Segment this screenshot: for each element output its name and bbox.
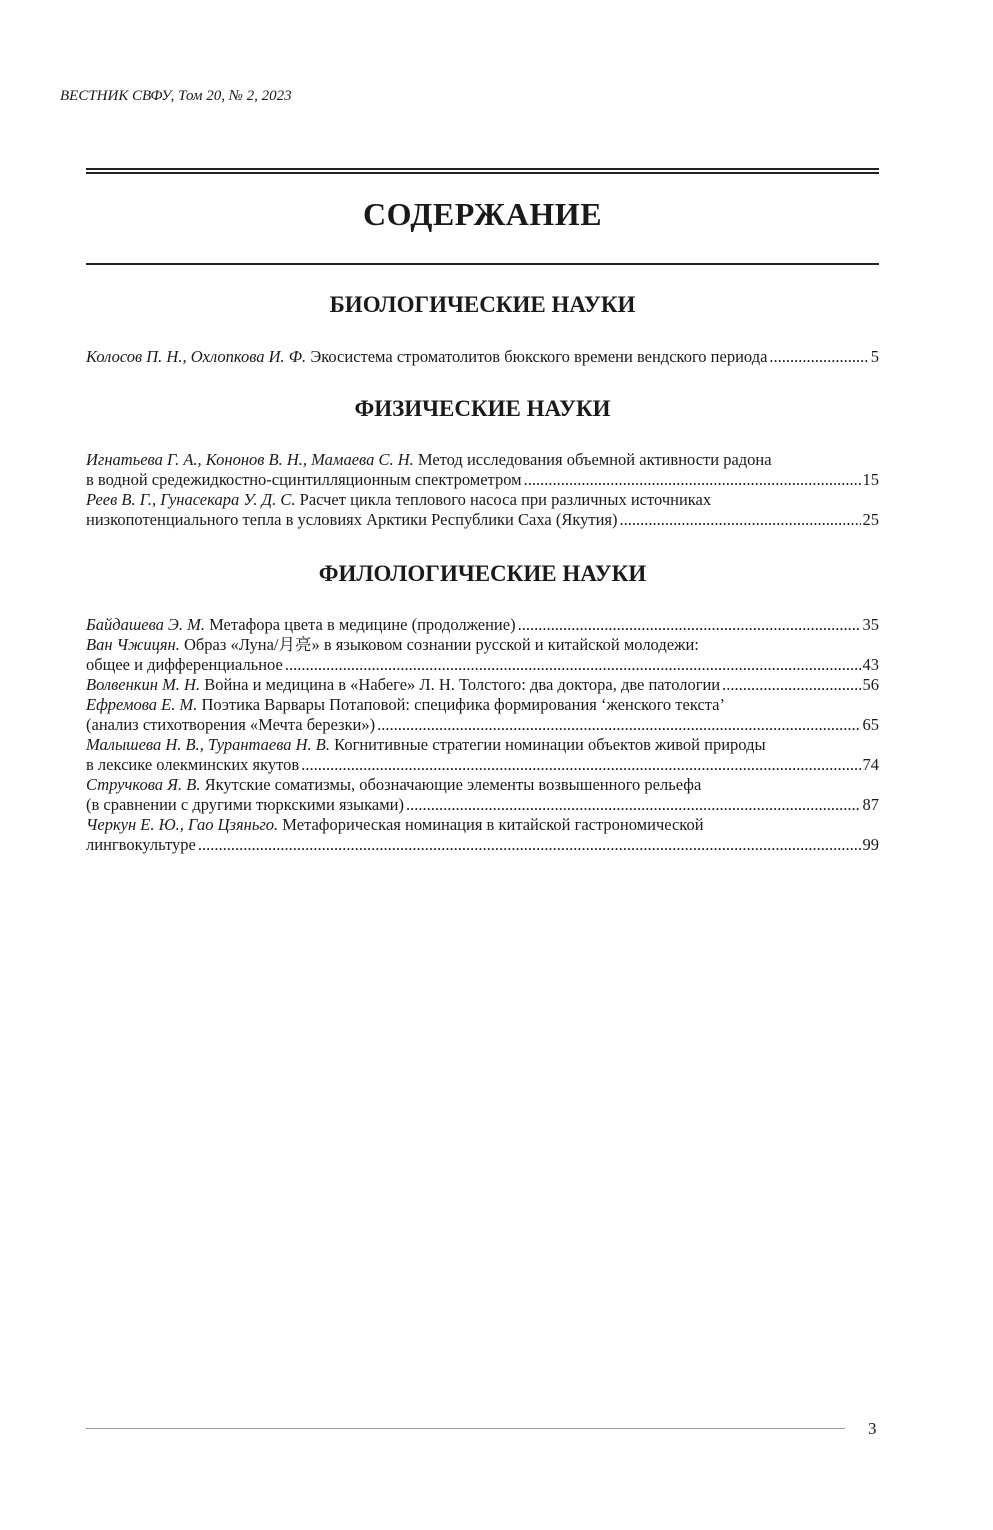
entry-authors: Реев В. Г., Гунасекара У. Д. С. bbox=[86, 490, 296, 509]
entry-title: Образ «Луна/月亮» в языковом сознании русской и китайской молодежи: bbox=[183, 635, 699, 654]
title-rule bbox=[86, 263, 879, 265]
entry-page: 56 bbox=[862, 675, 879, 694]
dot-leader bbox=[406, 795, 861, 815]
entry-authors: Ван Чжицян. bbox=[86, 635, 180, 654]
page-title: СОДЕРЖАНИЕ bbox=[362, 196, 603, 232]
entry-title: Поэтика Варвары Потаповой: специфика формирования ‘женского текста’ bbox=[201, 695, 726, 714]
double-rule-bottom bbox=[86, 172, 879, 174]
entry-title: Расчет цикла теплового насоса при различных источниках bbox=[299, 490, 712, 509]
dot-leader bbox=[301, 755, 860, 775]
dot-leader bbox=[285, 655, 861, 675]
entry-authors: Черкун Е. Ю., Гао Цзяньго. bbox=[86, 815, 279, 834]
entry-title-cont: общее и дифференциальное bbox=[86, 655, 283, 674]
entry-page: 87 bbox=[862, 795, 879, 814]
dot-leader bbox=[518, 615, 861, 635]
journal-header: ВЕСТНИК СВФУ, Том 20, № 2, 2023 bbox=[60, 88, 292, 104]
toc-entry[interactable] bbox=[86, 635, 879, 675]
entry-title-cont: лингвокультуре bbox=[86, 835, 196, 854]
entry-title-cont: в водной средежидкостно-сцинтилляционным спектрометром bbox=[86, 470, 522, 489]
footer-rule bbox=[86, 1428, 845, 1429]
dot-leader bbox=[377, 715, 860, 735]
page-number: 3 bbox=[868, 1419, 877, 1438]
entry-page: 5 bbox=[870, 347, 879, 366]
section-heading: БИОЛОГИЧЕСКИЕ НАУКИ bbox=[329, 292, 636, 317]
entry-title: Якутские соматизмы, обозначающие элементы возвышенного рельефа bbox=[204, 775, 702, 794]
entry-title-cont: (анализ стихотворения «Мечта березки») bbox=[86, 715, 376, 734]
entry-title: Когнитивные стратегии номинации объектов живой природы bbox=[334, 735, 766, 754]
entry-title: Метафора цвета в медицине (продолжение) bbox=[209, 615, 516, 634]
toc-entry[interactable] bbox=[86, 735, 879, 775]
entry-authors: Байдашева Э. М. bbox=[86, 615, 205, 634]
entry-authors: Игнатьева Г. А., Кононов В. Н., Мамаева С. Н. bbox=[86, 450, 414, 469]
section-heading: ФИЗИЧЕСКИЕ НАУКИ bbox=[354, 396, 611, 421]
entry-page: 65 bbox=[862, 715, 879, 734]
toc-entry[interactable] bbox=[86, 815, 879, 855]
toc-entry[interactable] bbox=[86, 450, 879, 490]
entry-title: Метафорическая номинация в китайской гастрономической bbox=[282, 815, 704, 834]
dot-leader bbox=[524, 470, 861, 490]
section-heading: ФИЛОЛОГИЧЕСКИЕ НАУКИ bbox=[318, 561, 647, 586]
entry-authors: Малышева Н. В., Турантаева Н. В. bbox=[86, 735, 331, 754]
entry-page: 15 bbox=[862, 470, 879, 489]
entry-title: Война и медицина в «Набеге» Л. Н. Толстого: два доктора, две патологии bbox=[204, 675, 721, 694]
toc-entry[interactable] bbox=[86, 347, 879, 367]
entry-title: Экосистема строматолитов бюкского времени вендского периода bbox=[310, 347, 768, 366]
entry-page: 25 bbox=[862, 510, 879, 529]
dot-leader bbox=[619, 510, 860, 530]
dot-leader bbox=[722, 675, 860, 695]
entry-authors: Стручкова Я. В. bbox=[86, 775, 201, 794]
entry-page: 99 bbox=[862, 835, 879, 854]
entry-title: Метод исследования объемной активности радона bbox=[417, 450, 772, 469]
entry-page: 74 bbox=[862, 755, 879, 774]
entry-authors: Ефремова Е. М. bbox=[86, 695, 198, 714]
toc-entry[interactable] bbox=[86, 775, 879, 815]
entry-title-cont: (в сравнении с другими тюркскими языками) bbox=[86, 795, 404, 814]
entry-page: 35 bbox=[862, 615, 879, 634]
toc-entry[interactable] bbox=[86, 695, 879, 735]
double-rule-top bbox=[86, 168, 879, 170]
toc-entry[interactable] bbox=[86, 675, 879, 695]
toc-entry[interactable] bbox=[86, 615, 879, 635]
entry-authors: Колосов П. Н., Охлопкова И. Ф. bbox=[86, 347, 307, 366]
dot-leader bbox=[198, 835, 861, 855]
dot-leader bbox=[769, 347, 868, 367]
entry-title-cont: низкопотенциального тепла в условиях Арктики Республики Саха (Якутия) bbox=[86, 510, 618, 529]
entry-page: 43 bbox=[862, 655, 879, 674]
entry-title-cont: в лексике олекминских якутов bbox=[86, 755, 300, 774]
toc-entry[interactable] bbox=[86, 490, 879, 530]
entry-authors: Волвенкин М. Н. bbox=[86, 675, 201, 694]
